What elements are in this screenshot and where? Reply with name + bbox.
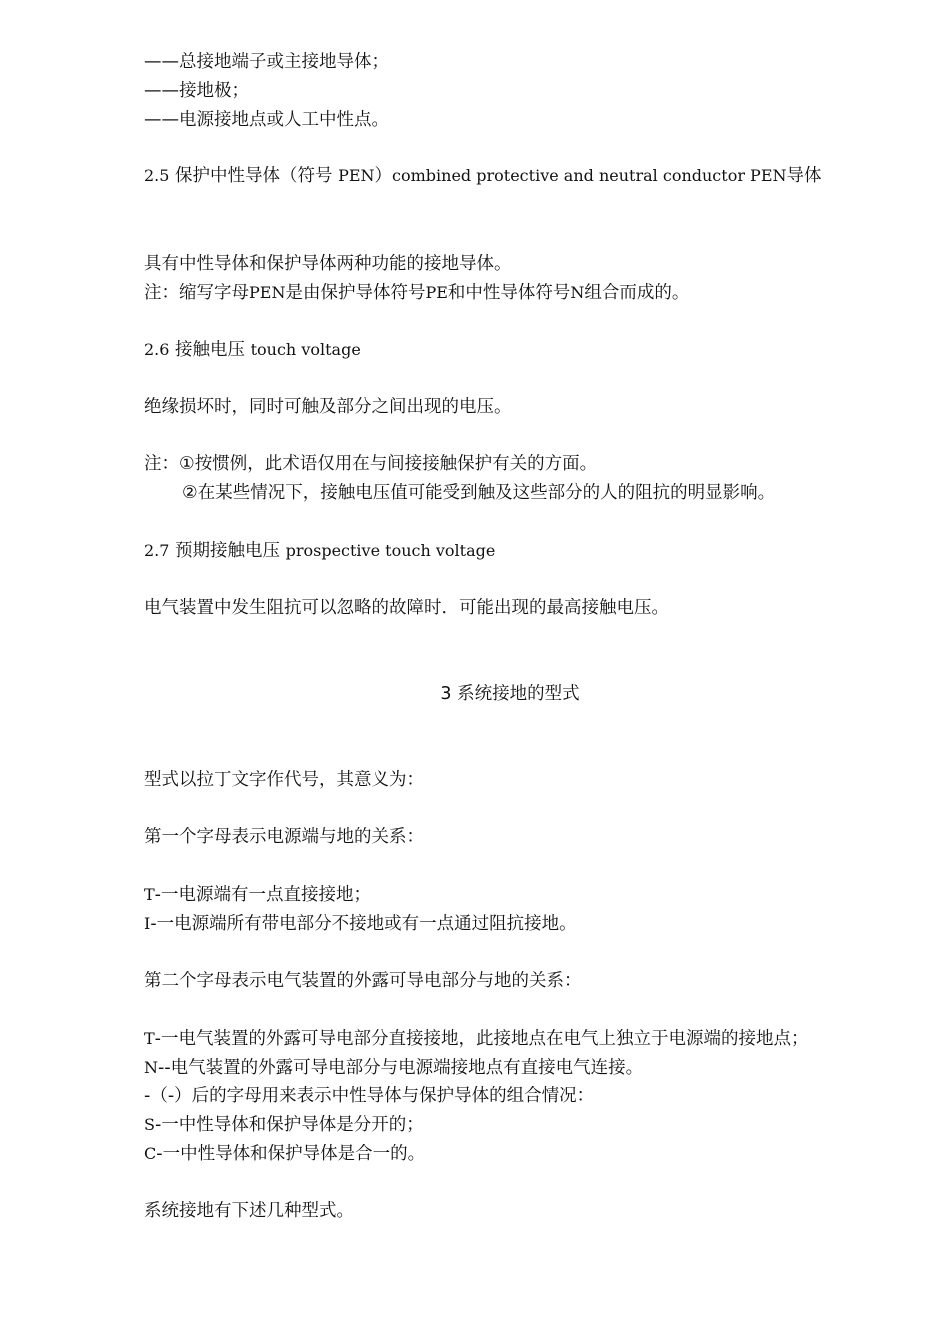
section-title-cn: 保护中性导体（符号 bbox=[169, 166, 339, 186]
code-text: -一中性导体和保护导体是合一的。 bbox=[156, 1144, 426, 1164]
symbol-pen: PEN bbox=[249, 283, 286, 302]
section-title-en: prospective touch voltage bbox=[285, 541, 496, 560]
symbol-pe: PE bbox=[425, 283, 448, 302]
list-item-t-first bbox=[144, 883, 371, 907]
paragraph-second-letter: 第二个字母表示电气装置的外露可导电部分与地的关系： bbox=[144, 971, 582, 991]
section-2-7-title bbox=[144, 539, 495, 563]
symbol-n: N bbox=[570, 283, 585, 302]
section-title-en: touch voltage bbox=[250, 340, 361, 359]
note-1: 注：①按惯例，此术语仅用在与间接接触保护有关的方面。 bbox=[144, 454, 598, 474]
section-number: 2.6 bbox=[144, 340, 170, 359]
code-text: -一电源端有一点直接接地； bbox=[154, 885, 371, 905]
paragraph-type-codes: 型式以拉丁文字作代号，其意义为： bbox=[144, 770, 424, 790]
section-title-cn: 预期接触电压 bbox=[169, 541, 286, 561]
note-text: 是由保护导体符号 bbox=[285, 283, 426, 303]
definition-prospective-touch-voltage: 电气装置中发生阻抗可以忽略的故障时．可能出现的最高接触电压。 bbox=[144, 598, 669, 618]
paren-close: ） bbox=[374, 166, 393, 186]
list-item-n-second bbox=[144, 1056, 643, 1080]
symbol-pen: PEN bbox=[338, 166, 375, 185]
note-text: 组合而成的。 bbox=[584, 283, 690, 303]
paragraph-suffix-letters: -（-）后的字母用来表示中性导体与保护导体的组合情况： bbox=[144, 1086, 595, 1106]
note-text: 注：缩写字母 bbox=[144, 283, 249, 303]
list-item-s bbox=[144, 1113, 424, 1137]
code-letter: N bbox=[144, 1058, 158, 1077]
code-text: --电气装置的外露可导电部分与电源端接地点有直接电气连接。 bbox=[158, 1058, 644, 1078]
code-letter: S bbox=[144, 1115, 155, 1134]
paragraph-system-types: 系统接地有下述几种型式。 bbox=[144, 1201, 354, 1221]
paragraph-first-letter: 第一个字母表示电源端与地的关系： bbox=[144, 827, 424, 847]
section-2-6-title bbox=[144, 338, 361, 362]
code-text: -一中性导体和保护导体是分开的； bbox=[154, 1115, 424, 1135]
list-item-earth-electrode: ——接地极； bbox=[144, 81, 249, 101]
note-pen-abbreviation bbox=[144, 281, 689, 305]
code-letter: C bbox=[144, 1144, 157, 1163]
definition-pen: 具有中性导体和保护导体两种功能的接地导体。 bbox=[144, 254, 512, 274]
code-letter: T bbox=[144, 885, 155, 904]
list-item-main-earthing-terminal: ——总接地端子或主接地导体； bbox=[144, 52, 389, 72]
section-title-cn: 接触电压 bbox=[169, 340, 251, 360]
code-letter: I bbox=[144, 914, 151, 933]
chapter-3-heading: 3 系统接地的型式 bbox=[440, 684, 580, 704]
code-letter: T bbox=[144, 1029, 155, 1048]
section-title-tail: 导体 bbox=[786, 166, 822, 186]
code-text: -一电源端所有带电部分不接地或有一点通过阻抗接地。 bbox=[150, 914, 577, 934]
note-text: 和中性导体符号 bbox=[447, 283, 571, 303]
section-number: 2.5 bbox=[144, 166, 170, 185]
list-item-c bbox=[144, 1142, 425, 1166]
list-item-t-second bbox=[144, 1027, 808, 1051]
section-title-en: combined protective and neutral conductor PEN bbox=[392, 166, 787, 185]
section-number: 2.7 bbox=[144, 541, 170, 560]
definition-touch-voltage: 绝缘损坏时，同时可触及部分之间出现的电压。 bbox=[144, 397, 512, 417]
code-text: -一电气装置的外露可导电部分直接接地，此接地点在电气上独立于电源端的接地点； bbox=[154, 1029, 809, 1049]
section-2-5-title bbox=[144, 162, 869, 190]
list-item-source-earthing-point: ——电源接地点或人工中性点。 bbox=[144, 110, 389, 130]
list-item-i-first bbox=[144, 912, 577, 936]
note-2: ②在某些情况下，接触电压值可能受到触及这些部分的人的阻抗的明显影响。 bbox=[182, 483, 776, 503]
